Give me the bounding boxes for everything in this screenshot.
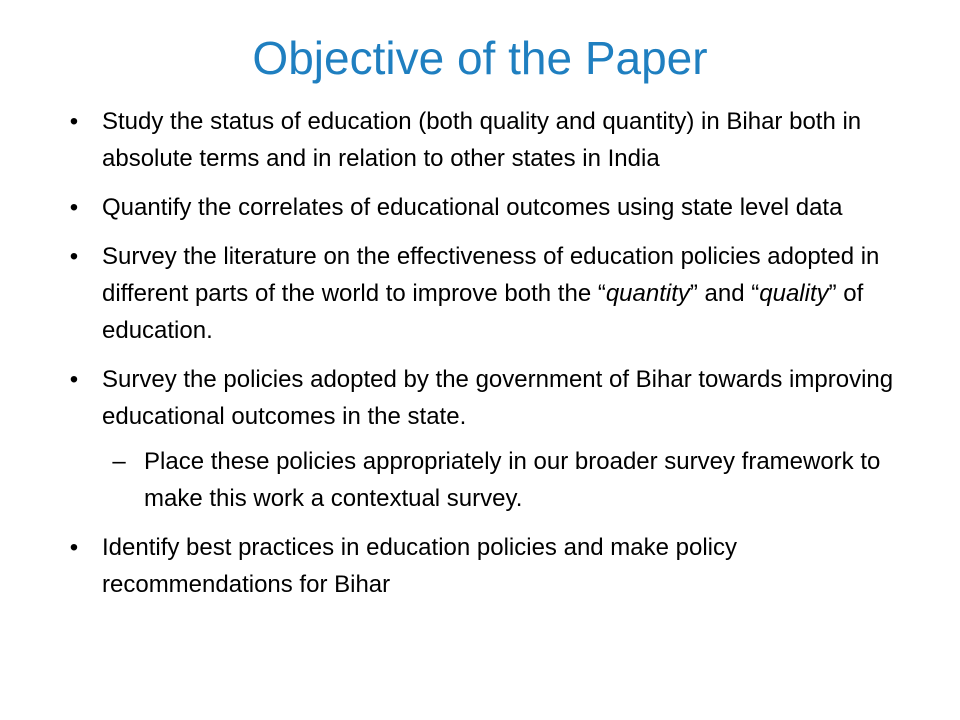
bullet-text <box>102 243 879 344</box>
bullet-item-survey-literature <box>62 238 902 349</box>
bullet-item-quantify-correlates <box>62 189 902 226</box>
bullet-text: Place these policies appropriately in our broader survey framework to make this work a contextual survey. <box>144 448 881 512</box>
bullet-icon: • <box>69 194 79 221</box>
bullet-text: Study the status of education (both quality and quantity) in Bihar both in absolute terms and in relation to other states in India <box>102 108 862 172</box>
emphasis-quality: quality <box>759 280 829 307</box>
sub-bullet-item-place-policies <box>62 443 902 517</box>
bullet-icon: • <box>69 366 79 393</box>
bullet-text: Quantify the correlates of educational outcomes using state level data <box>102 194 843 221</box>
bullet-item-best-practices <box>62 529 902 603</box>
bullet-icon: • <box>69 108 79 135</box>
slide-title: Objective of the Paper <box>252 32 708 84</box>
bullet-text: Identify best practices in education policies and make policy recommendations for Bihar <box>102 534 738 598</box>
bullet-item-study-status <box>62 103 902 177</box>
bullet-item-survey-bihar-policies <box>62 361 902 435</box>
emphasis-quantity: quantity <box>605 280 690 307</box>
bullet-icon: • <box>69 243 79 270</box>
text-run: Survey the literature on the effectiveness of education policies adopted in different parts of the world to improve both the “ <box>102 243 880 307</box>
text-run: ” and “ <box>689 280 760 307</box>
bullet-text: Survey the policies adopted by the government of Bihar towards improving educational outcomes in the state. <box>102 366 894 430</box>
text-run: ” of education. <box>102 280 864 344</box>
bullet-list <box>62 103 902 615</box>
bullet-icon: • <box>69 534 79 561</box>
dash-icon: – <box>112 448 126 475</box>
